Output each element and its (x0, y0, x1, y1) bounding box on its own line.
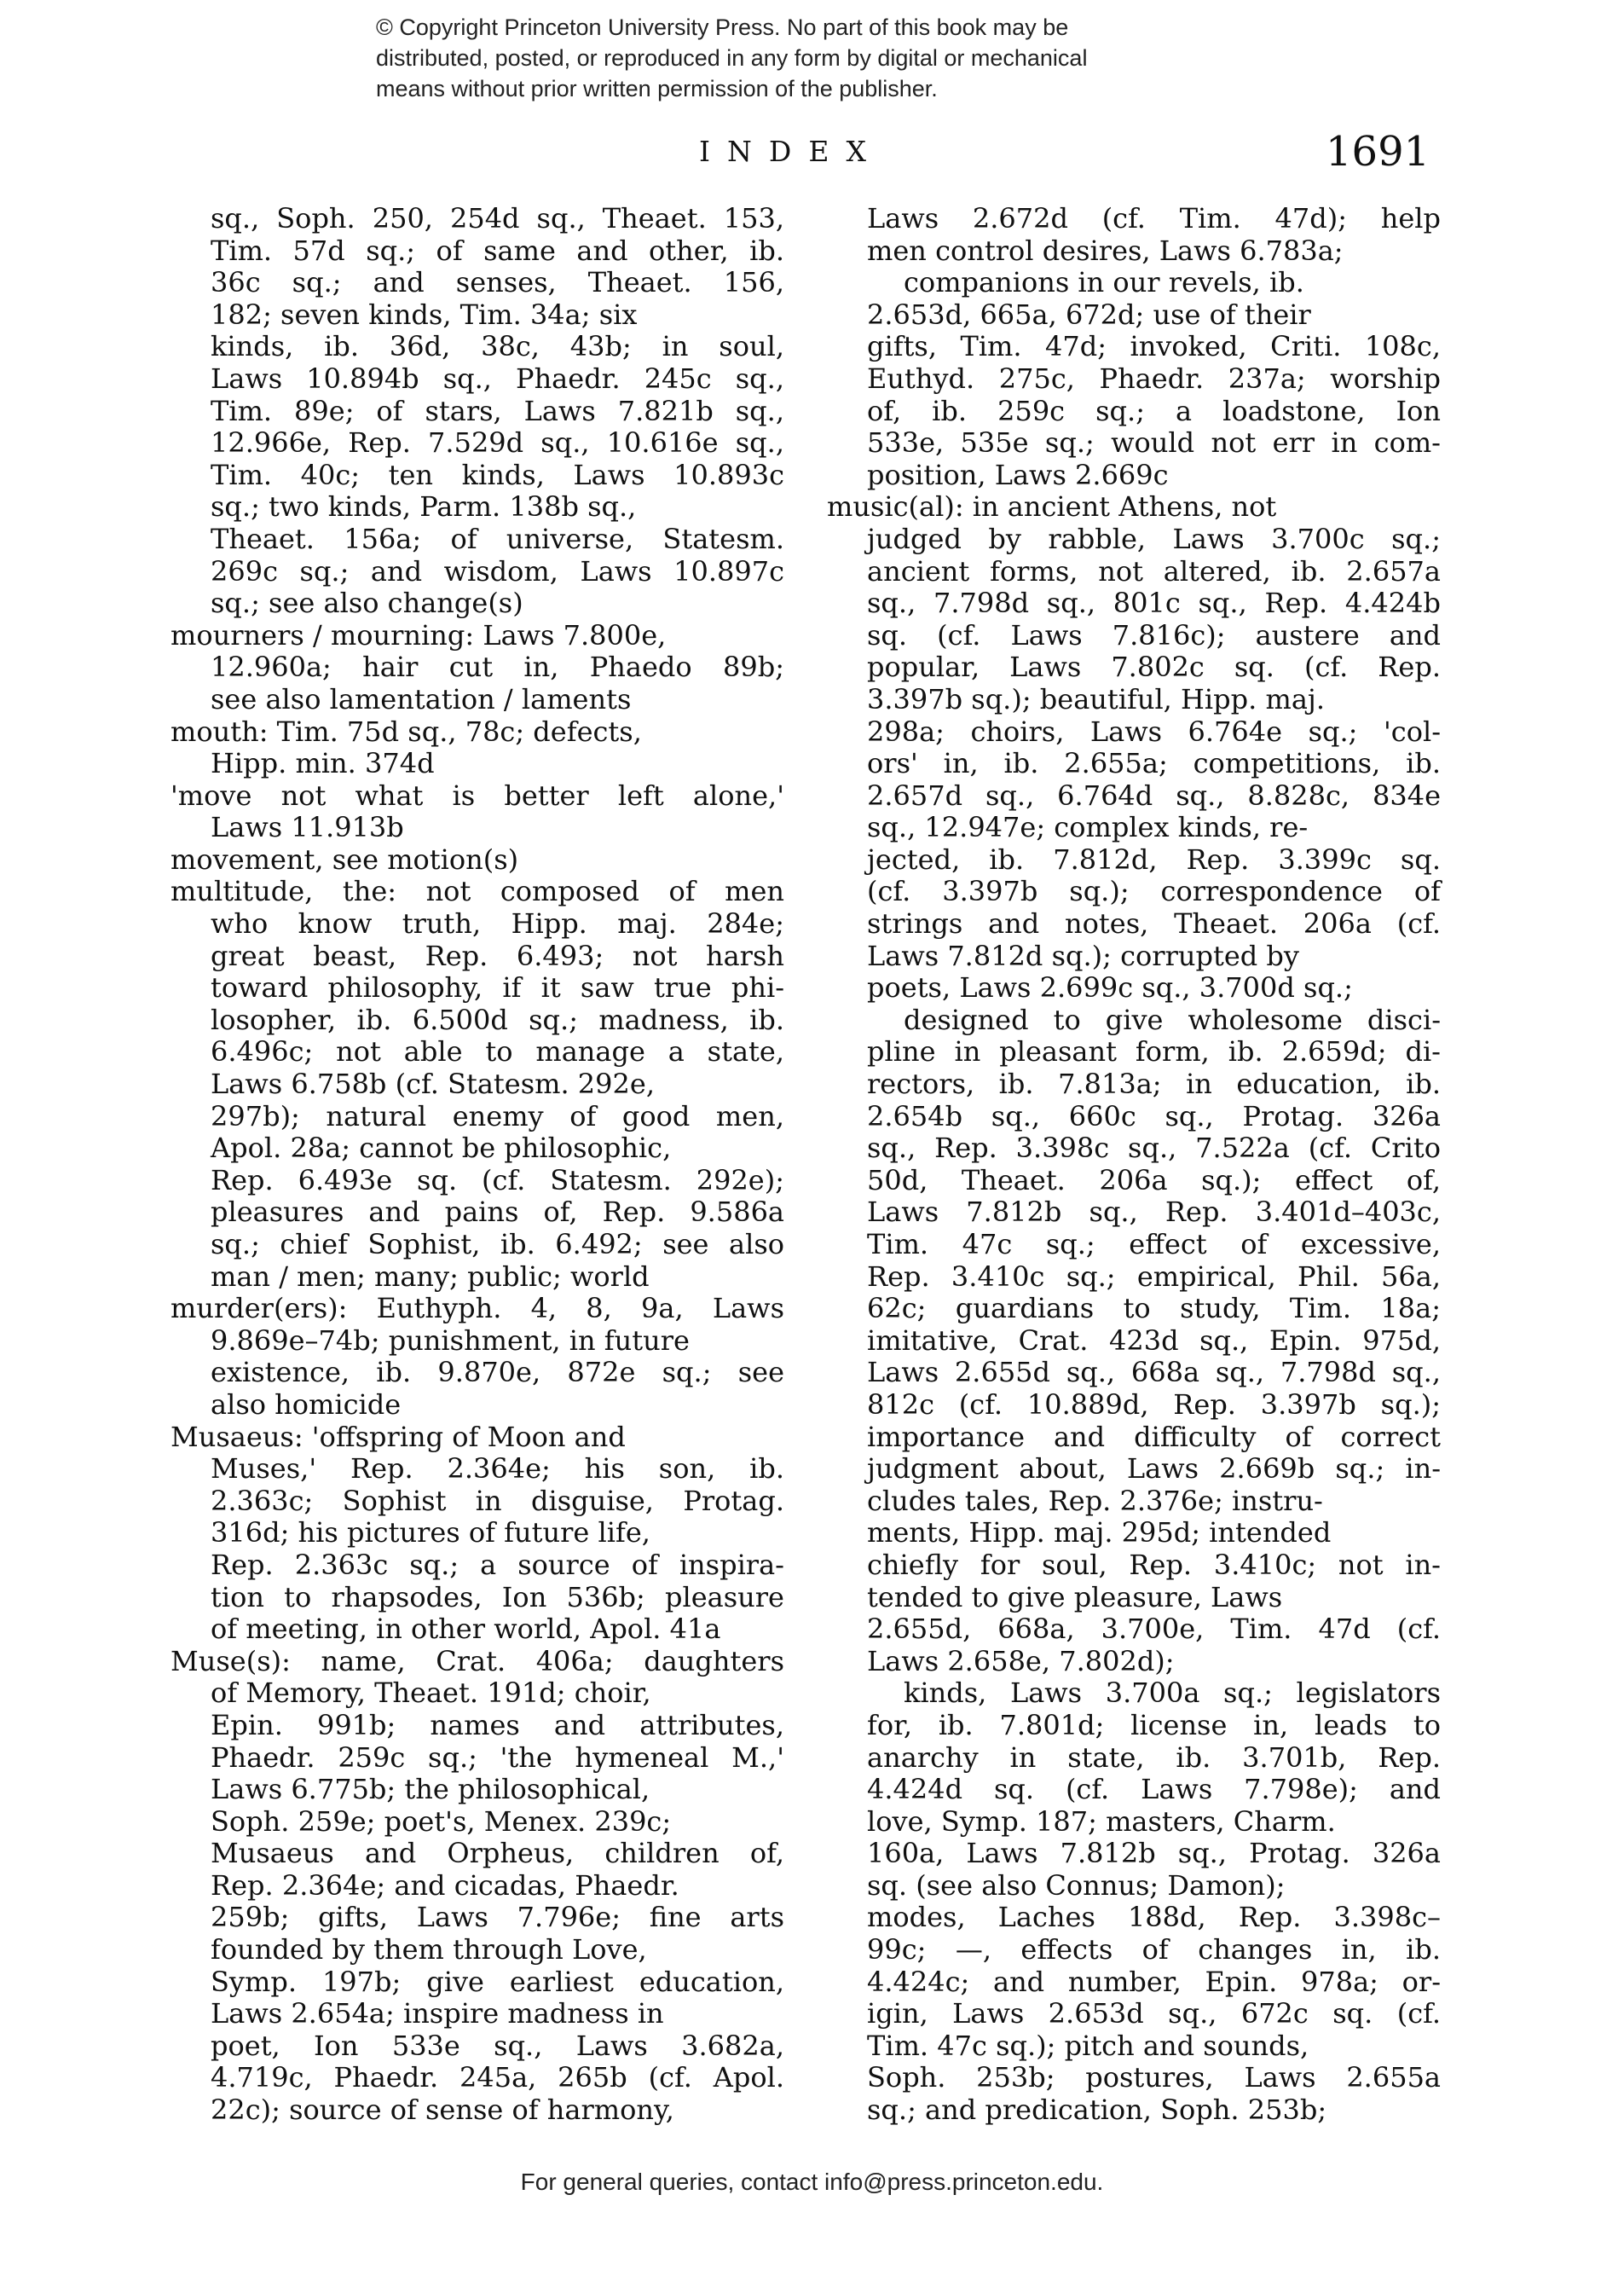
index-line: Tim. 89e; of stars, Laws 7.821b sq., (211, 394, 784, 427)
index-line: 36c sq.; and senses, Theaet. 156, (211, 266, 784, 299)
index-line: sq., 7.798d sq., 801c sq., Rep. 4.424b (867, 587, 1441, 620)
copyright-notice (376, 12, 1228, 104)
index-line: 4.719c, Phaedr. 245a, 265b (cf. Apol. (211, 2061, 784, 2094)
index-line: Laws 2.658e, 7.802d); (867, 1644, 1175, 1677)
index-line: founded by them through Love, (211, 1933, 647, 1966)
index-line: love, Symp. 187; masters, Charm. (867, 1804, 1336, 1838)
index-line: of meeting, in other world, Apol. 41a (211, 1613, 721, 1646)
index-line: designed to give wholesome disci- (904, 1003, 1441, 1036)
index-line: 6.496c; not able to manage a state, (211, 1035, 784, 1069)
index-line: Euthyd. 275c, Phaedr. 237a; worship (867, 362, 1441, 395)
index-line: murder(ers): Euthyph. 4, 8, 9a, Laws (170, 1292, 784, 1325)
index-line: for, ib. 7.801d; license in, leads to (867, 1708, 1441, 1741)
index-line: Rep. 6.493e sq. (cf. Statesm. 292e); (211, 1163, 784, 1196)
index-line: position, Laws 2.669c (867, 458, 1169, 491)
index-line: 22c); source of sense of harmony, (211, 2094, 674, 2127)
index-line: who know truth, Hipp. maj. 284e; (211, 907, 784, 941)
index-line: existence, ib. 9.870e, 872e sq.; see (211, 1356, 784, 1389)
index-line: 4.424c; and number, Epin. 978a; or- (867, 1965, 1441, 1998)
index-line: Laws 2.655d sq., 668a sq., 7.798d sq., (867, 1356, 1441, 1389)
index-line: 182; seven kinds, Tim. 34a; six (211, 298, 638, 331)
index-line: 259b; gifts, Laws 7.796e; fine arts (211, 1901, 784, 1934)
index-line: pleasures and pains of, Rep. 9.586a (211, 1196, 784, 1229)
index-line: tended to give pleasure, Laws (867, 1580, 1283, 1613)
index-line: 2.653d, 665a, 672d; use of their (867, 298, 1311, 331)
index-line: of, ib. 259c sq.; a loadstone, Ion (867, 394, 1441, 427)
index-line: 2.655d, 668a, 3.700e, Tim. 47d (cf. (867, 1613, 1441, 1646)
index-line: multitude, the: not composed of men (170, 875, 784, 908)
running-head (0, 128, 1624, 179)
copyright-line: distributed, posted, or reproduced in any form by digital or mechanical (376, 45, 1088, 71)
index-line: Soph. 253b; postures, Laws 2.655a (867, 2061, 1441, 2094)
index-line: Theaet. 156a; of universe, Statesm. (211, 522, 784, 555)
index-line: sq. (cf. Laws 7.816c); austere and (867, 618, 1441, 652)
index-line: toward philosophy, if it saw true phi- (211, 971, 784, 1005)
index-column-left (170, 203, 784, 2127)
index-line: kinds, ib. 36d, 38c, 43b; in soul, (211, 330, 784, 363)
index-line: kinds, Laws 3.700a sq.; legislators (904, 1677, 1441, 1710)
index-line: Laws 11.913b (211, 811, 404, 844)
index-line: 2.363c; Sophist in disguise, Protag. (211, 1484, 784, 1517)
index-line: 62c; guardians to study, Tim. 18a; (867, 1292, 1441, 1325)
index-line: mouth: Tim. 75d sq., 78c; defects, (170, 715, 642, 748)
index-line: Hipp. min. 374d (211, 747, 435, 780)
index-line: Laws 6.758b (cf. Statesm. 292e, (211, 1068, 655, 1101)
page-title: INDEX (699, 135, 883, 168)
index-line: Rep. 2.363c sq.; a source of inspira- (211, 1548, 784, 1581)
index-line: 'move not what is better left alone,' (170, 779, 784, 812)
index-line: ments, Hipp. maj. 295d; intended (867, 1516, 1332, 1549)
copyright-line: means without prior written permission of the publisher. (376, 76, 938, 101)
index-line: also homicide (211, 1387, 402, 1421)
index-line: Symp. 197b; give earliest education, (211, 1965, 784, 1998)
index-line: 50d, Theaet. 206a sq.); effect of, (867, 1163, 1441, 1196)
index-line: Muses,' Rep. 2.364e; his son, ib. (211, 1452, 784, 1485)
index-line: jected, ib. 7.812d, Rep. 3.399c sq. (867, 843, 1441, 876)
index-line: importance and difficulty of correct (867, 1420, 1441, 1453)
index-line: 2.654b sq., 660c sq., Protag. 326a (867, 1099, 1441, 1132)
index-line: 2.657d sq., 6.764d sq., 8.828c, 834e (867, 779, 1441, 812)
index-line: sq.; see also change(s) (211, 587, 523, 620)
index-line: losopher, ib. 6.500d sq.; madness, ib. (211, 1003, 784, 1036)
index-line: 316d; his pictures of future life, (211, 1516, 650, 1549)
index-line: ors' in, ib. 2.655a; competitions, ib. (867, 747, 1441, 780)
index-line: poet, Ion 533e sq., Laws 3.682a, (211, 2029, 784, 2062)
index-line: 3.397b sq.); beautiful, Hipp. maj. (867, 682, 1325, 715)
index-line: popular, Laws 7.802c sq. (cf. Rep. (867, 651, 1441, 684)
index-line: 812c (cf. 10.889d, Rep. 3.397b sq.); (867, 1387, 1441, 1421)
index-line: Rep. 3.410c sq.; empirical, Phil. 56a, (867, 1260, 1441, 1293)
index-line: 297b); natural enemy of good men, (211, 1099, 784, 1132)
index-line: 12.966e, Rep. 7.529d sq., 10.616e sq., (211, 426, 784, 460)
index-line: music(al): in ancient Athens, not (827, 490, 1277, 524)
index-line: 269c sq.; and wisdom, Laws 10.897c (211, 554, 784, 588)
index-line: Laws 7.812d sq.); corrupted by (867, 939, 1299, 972)
index-line: sq.; and predication, Soph. 253b; (867, 2094, 1327, 2127)
index-line: sq.; two kinds, Parm. 138b sq., (211, 490, 637, 524)
index-line: mourners / mourning: Laws 7.800e, (170, 618, 667, 652)
index-line: modes, Laches 188d, Rep. 3.398c– (867, 1901, 1441, 1934)
index-line: sq., Rep. 3.398c sq., 7.522a (cf. Crito (867, 1132, 1441, 1165)
index-line: of Memory, Theaet. 191d; choir, (211, 1677, 651, 1710)
index-line: tion to rhapsodes, Ion 536b; pleasure (211, 1580, 784, 1613)
index-line: Musaeus and Orpheus, children of, (211, 1837, 784, 1870)
copyright-line: © Copyright Princeton University Press. No part of this book may be (376, 14, 1069, 40)
index-line: Rep. 2.364e; and cicadas, Phaedr. (211, 1868, 679, 1902)
index-line: Tim. 40c; ten kinds, Laws 10.893c (211, 458, 784, 491)
index-line: Phaedr. 259c sq.; 'the hymeneal M.,' (211, 1740, 784, 1774)
index-line: Tim. 47c sq.; effect of excessive, (867, 1228, 1441, 1260)
index-line: cludes tales, Rep. 2.376e; instru- (867, 1484, 1323, 1517)
index-line: anarchy in state, ib. 3.701b, Rep. (867, 1740, 1441, 1774)
index-line: Musaeus: 'offspring of Moon and (170, 1420, 626, 1453)
index-line: men control desires, Laws 6.783a; (867, 234, 1344, 267)
index-line: pline in pleasant form, ib. 2.659d; di- (867, 1035, 1441, 1069)
index-line: sq. (see also Connus; Damon); (867, 1868, 1286, 1902)
index-line: Apol. 28a; cannot be philosophic, (211, 1132, 672, 1165)
index-line: 160a, Laws 7.812b sq., Protag. 326a (867, 1837, 1441, 1870)
index-line: Laws 10.894b sq., Phaedr. 245c sq., (211, 362, 784, 395)
index-line: Soph. 259e; poet's, Menex. 239c; (211, 1804, 672, 1838)
index-line: companions in our revels, ib. (904, 266, 1304, 299)
index-line: see also lamentation / laments (211, 682, 632, 715)
index-line: 99c; —, effects of changes in, ib. (867, 1933, 1441, 1966)
index-line: sq.; chief Sophist, ib. 6.492; see also (211, 1228, 784, 1260)
index-line: 533e, 535e sq.; would not err in com- (867, 426, 1441, 460)
index-line: 12.960a; hair cut in, Phaedo 89b; (211, 651, 784, 684)
index-line: 298a; choirs, Laws 6.764e sq.; 'col- (867, 715, 1441, 748)
index-line: 4.424d sq. (cf. Laws 7.798e); and (867, 1773, 1441, 1806)
index-line: sq., Soph. 250, 254d sq., Theaet. 153, (211, 202, 784, 235)
index-line: ancient forms, not altered, ib. 2.657a (867, 554, 1441, 588)
index-line: Tim. 47c sq.); pitch and sounds, (867, 2029, 1309, 2062)
index-line: Laws 2.654a; inspire madness in (211, 1997, 664, 2030)
index-line: sq., 12.947e; complex kinds, re- (867, 811, 1309, 844)
index-line: Epin. 991b; names and attributes, (211, 1708, 784, 1741)
index-line: judged by rabble, Laws 3.700c sq.; (867, 522, 1441, 555)
index-line: imitative, Crat. 423d sq., Epin. 975d, (867, 1323, 1441, 1357)
index-line: Laws 7.812b sq., Rep. 3.401d–403c, (867, 1196, 1441, 1229)
index-line: movement, see motion(s) (170, 843, 519, 876)
index-line: judgment about, Laws 2.669b sq.; in- (867, 1452, 1441, 1485)
index-line: Tim. 57d sq.; of same and other, ib. (211, 234, 784, 267)
index-line: man / men; many; public; world (211, 1260, 650, 1293)
index-line: 9.869e–74b; punishment, in future (211, 1323, 690, 1357)
index-line: Muse(s): name, Crat. 406a; daughters (170, 1644, 784, 1677)
index-column-right (827, 203, 1441, 2127)
index-line: poets, Laws 2.699c sq., 3.700d sq.; (867, 971, 1353, 1005)
index-line: Laws 2.672d (cf. Tim. 47d); help (867, 202, 1441, 235)
index-line: igin, Laws 2.653d sq., 672c sq. (cf. (867, 1997, 1441, 2030)
index-line: (cf. 3.397b sq.); correspondence of (867, 875, 1441, 908)
footer-contact: For general queries, contact info@press.princeton.edu. (520, 2169, 1104, 2195)
index-line: rectors, ib. 7.813a; in education, ib. (867, 1068, 1441, 1101)
index-line: great beast, Rep. 6.493; not harsh (211, 939, 784, 972)
index-line: gifts, Tim. 47d; invoked, Criti. 108c, (867, 330, 1441, 363)
page-number: 1691 (1326, 128, 1430, 176)
index-line: Laws 6.775b; the philosophical, (211, 1773, 650, 1806)
index-line: strings and notes, Theaet. 206a (cf. (867, 907, 1441, 941)
index-line: chiefly for soul, Rep. 3.410c; not in- (867, 1548, 1441, 1581)
